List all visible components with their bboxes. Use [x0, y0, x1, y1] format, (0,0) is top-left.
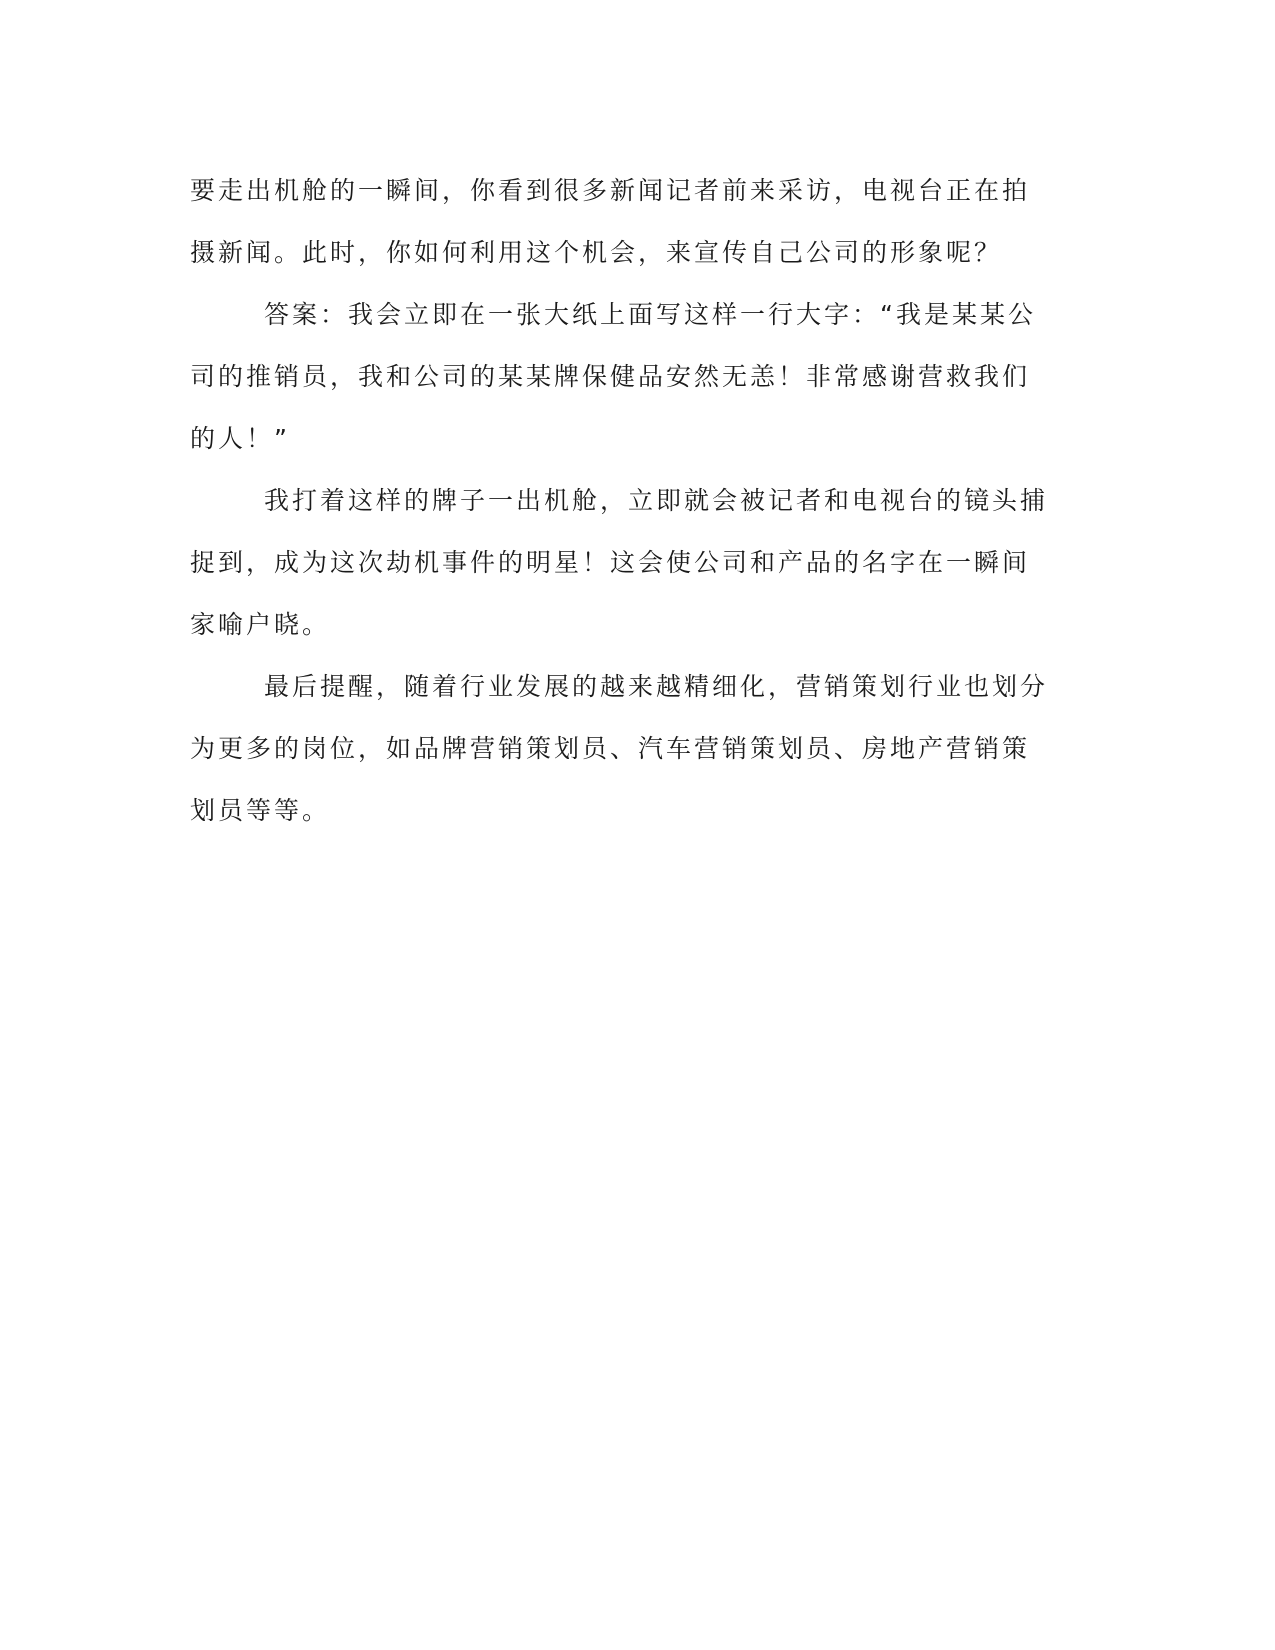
- text-line: 司的推销员，我和公司的某某牌保健品安然无恙！非常感谢营救我们: [190, 362, 1031, 391]
- text-line: 要走出机舱的一瞬间，你看到很多新闻记者前来采访，电视台正在拍: [190, 176, 1031, 205]
- paragraph-continued-question: [190, 160, 1070, 284]
- text-line: 捉到，成为这次劫机事件的明星！这会使公司和产品的名字在一瞬间: [190, 548, 1031, 577]
- text-line: 答案：我会立即在一张大纸上面写这样一行大字：“我是某某公: [264, 300, 1036, 329]
- document-body: [190, 160, 1070, 842]
- text-line: 的人！”: [190, 424, 290, 453]
- paragraph-explanation: [190, 470, 1070, 656]
- text-line: 我打着这样的牌子一出机舱，立即就会被记者和电视台的镜头捕: [264, 486, 1049, 515]
- paragraph-final-reminder: [190, 656, 1070, 842]
- paragraph-answer: [190, 284, 1070, 470]
- text-line: 摄新闻。此时，你如何利用这个机会，来宣传自己公司的形象呢？: [190, 238, 1003, 267]
- text-line: 家喻户晓。: [190, 610, 331, 639]
- text-line: 划员等等。: [190, 796, 331, 825]
- text-line: 最后提醒，随着行业发展的越来越精细化，营销策划行业也划分: [264, 672, 1049, 701]
- text-line: 为更多的岗位，如品牌营销策划员、汽车营销策划员、房地产营销策: [190, 734, 1031, 763]
